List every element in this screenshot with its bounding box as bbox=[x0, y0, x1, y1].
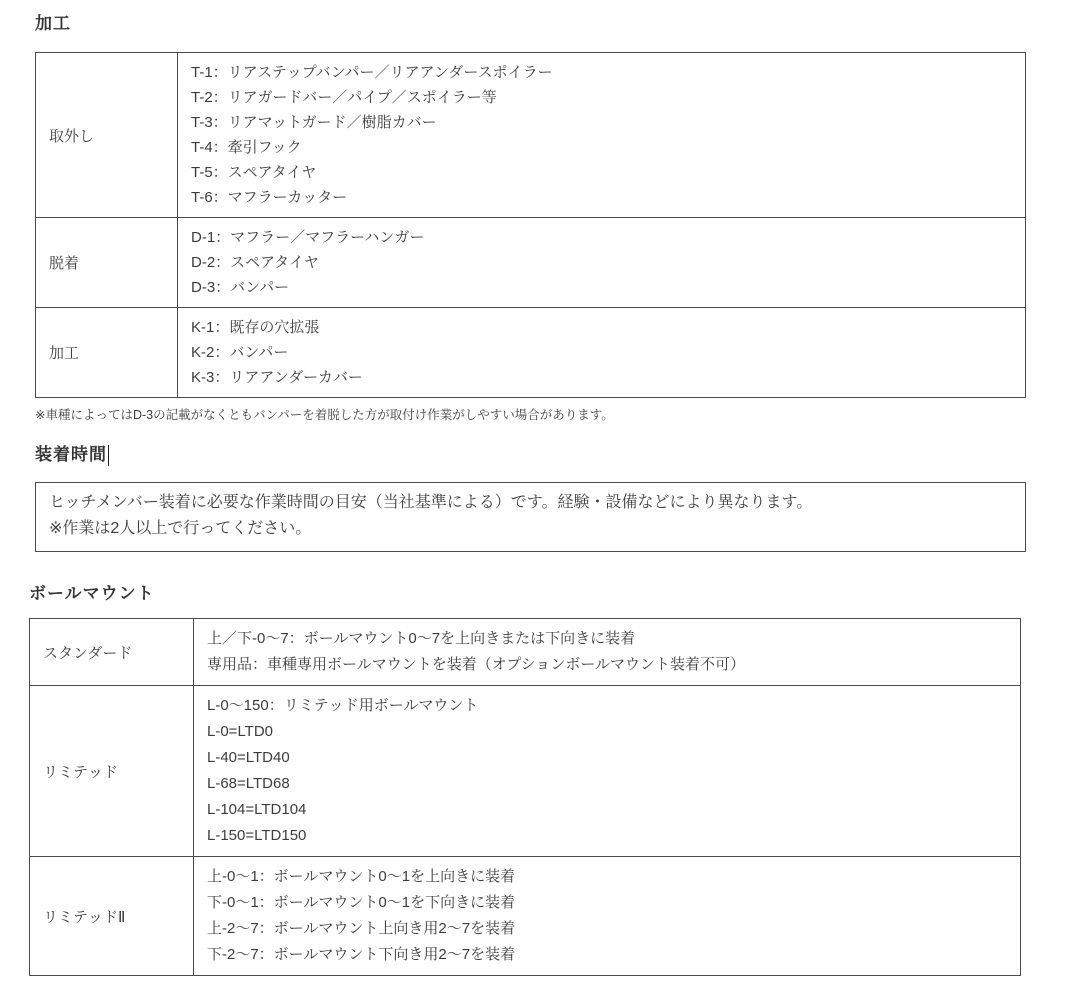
text-cursor bbox=[108, 445, 109, 466]
table-row bbox=[30, 857, 1021, 976]
content-line: 上-0～1：ボールマウント0～1を上向きに装着 bbox=[207, 868, 516, 885]
row-label-machining: 加工 bbox=[36, 308, 178, 398]
content-line: 専用品：車種専用ボールマウントを装着（オプションボールマウント装着不可） bbox=[207, 656, 746, 673]
content-line: T-3：リアマットガード／樹脂カバー bbox=[191, 114, 437, 131]
table-row bbox=[36, 218, 1026, 308]
row-label-limited: リミテッド bbox=[30, 686, 194, 857]
row-label-detach: 脱着 bbox=[36, 218, 178, 308]
content-line: 上／下-0～7：ボールマウント0～7を上向きまたは下向きに装着 bbox=[207, 630, 636, 647]
content-line: D-2：スペアタイヤ bbox=[191, 254, 319, 271]
row-content-limited-2 bbox=[194, 857, 1021, 976]
ball-mount-table bbox=[29, 618, 1021, 976]
section-heading-ball-mount: ボールマウント bbox=[29, 584, 155, 603]
row-label-standard: スタンダード bbox=[30, 619, 194, 686]
content-line: K-1：既存の穴拡張 bbox=[191, 319, 320, 336]
content-line: D-1：マフラー／マフラーハンガー bbox=[191, 229, 425, 246]
content-line: L-150=LTD150 bbox=[207, 827, 307, 844]
content-line: L-68=LTD68 bbox=[207, 775, 290, 792]
content-line: D-3：バンパー bbox=[191, 279, 290, 296]
row-label-limited-2: リミテッドⅡ bbox=[30, 857, 194, 976]
content-line: L-0～150：リミテッド用ボールマウント bbox=[207, 697, 479, 714]
installation-time-label: 装着時間 bbox=[35, 445, 107, 464]
installation-time-info-box bbox=[35, 482, 1026, 552]
info-line: ※作業は2人以上で行ってください。 bbox=[49, 520, 312, 537]
row-content-detach bbox=[178, 218, 1026, 308]
content-line: T-5：スペアタイヤ bbox=[191, 164, 317, 181]
content-line: L-0=LTD0 bbox=[207, 723, 274, 740]
info-line: ヒッチメンバー装着に必要な作業時間の目安（当社基準による）です。経験・設備などにより異なります。 bbox=[49, 494, 813, 511]
content-line: T-6：マフラーカッター bbox=[191, 189, 348, 206]
content-line: T-1：リアステップバンパー／リアアンダースポイラー bbox=[191, 64, 553, 81]
section-heading-processing: 加工 bbox=[35, 14, 71, 33]
content-line: T-2：リアガードバー／パイプ／スポイラー等 bbox=[191, 89, 497, 106]
table-row bbox=[30, 686, 1021, 857]
table-row bbox=[30, 619, 1021, 686]
content-line: L-104=LTD104 bbox=[207, 801, 307, 818]
content-line: 上-2～7：ボールマウント上向き用2～7を装着 bbox=[207, 920, 516, 937]
row-label-removal: 取外し bbox=[36, 53, 178, 218]
content-line: K-3：リアアンダーカバー bbox=[191, 369, 363, 386]
row-content-machining bbox=[178, 308, 1026, 398]
row-content-removal bbox=[178, 53, 1026, 218]
table-row bbox=[36, 53, 1026, 218]
processing-table bbox=[35, 52, 1026, 398]
content-line: T-4：牽引フック bbox=[191, 139, 302, 156]
content-line: K-2：バンパー bbox=[191, 344, 289, 361]
table-row bbox=[36, 308, 1026, 398]
content-line: L-40=LTD40 bbox=[207, 749, 290, 766]
content-line: 下-2～7：ボールマウント下向き用2～7を装着 bbox=[207, 946, 516, 963]
row-content-standard bbox=[194, 619, 1021, 686]
section-heading-installation-time bbox=[35, 444, 1067, 466]
processing-footnote: ※車種によってはD-3の記載がなくともバンパーを着脱した方が取付け作業がしやすい場合があります。 bbox=[35, 408, 614, 422]
content-line: 下-0～1：ボールマウント0～1を下向きに装着 bbox=[207, 894, 516, 911]
row-content-limited bbox=[194, 686, 1021, 857]
